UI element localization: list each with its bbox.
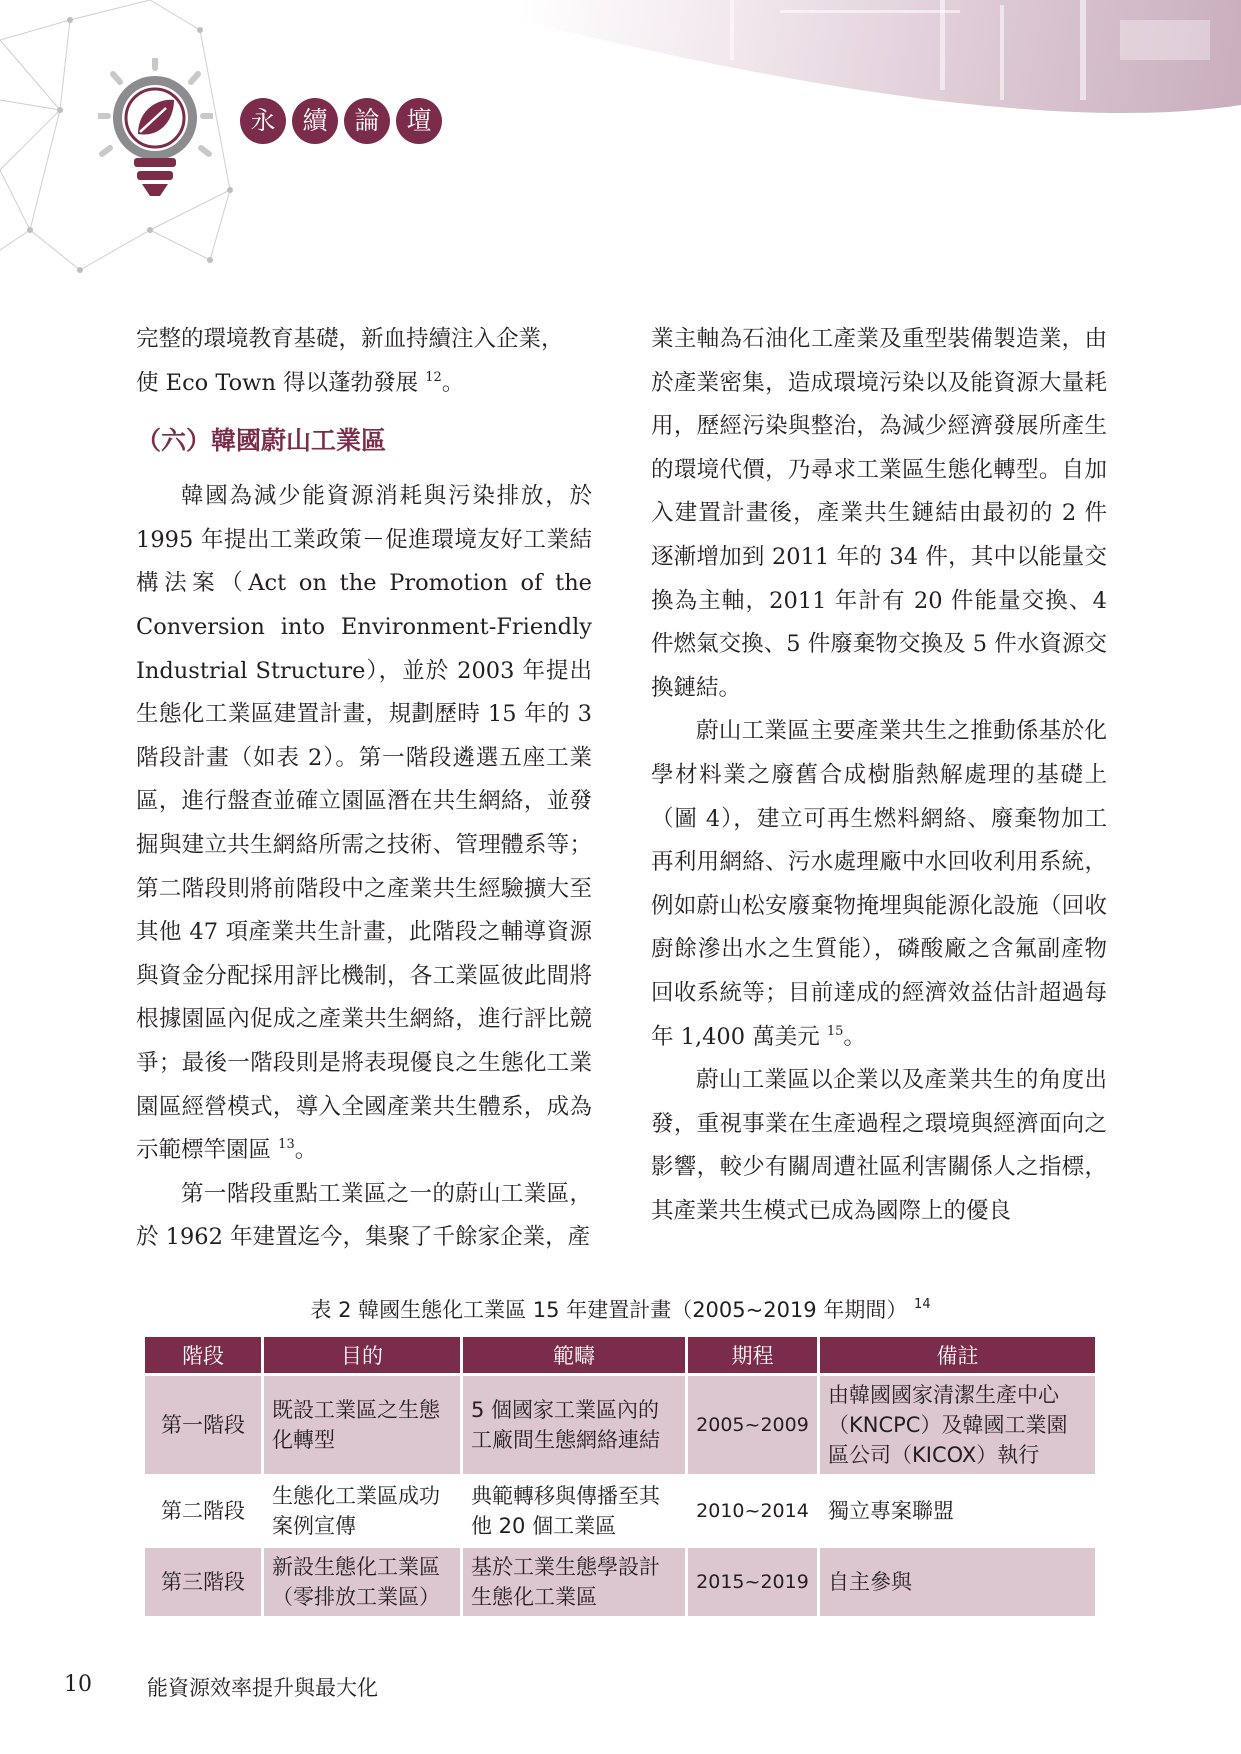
- note-cell: 自主參與: [820, 1548, 1095, 1616]
- column-header: 目的: [264, 1337, 460, 1373]
- right-column: [651, 318, 1107, 1233]
- stage-cell: 第二階段: [145, 1477, 261, 1545]
- stage-cell: 第三階段: [145, 1548, 261, 1616]
- punctuation: 。: [441, 369, 465, 396]
- punctuation: 。: [294, 1137, 318, 1164]
- section-badge: 論: [344, 98, 390, 144]
- column-header: 備註: [820, 1337, 1095, 1373]
- footnote-ref[interactable]: 15: [826, 1023, 844, 1039]
- paragraph: 第一階段重點工業區之一的蔚山工業區，於 1962 年建置迄今，集聚了千餘家企業，產: [136, 1180, 592, 1251]
- footnote-ref[interactable]: 12: [425, 369, 442, 385]
- paragraph: [651, 710, 1107, 1059]
- section-badge: 續: [292, 98, 338, 144]
- paragraph: 蔚山工業區以企業以及產業共生的角度出發，重視事業在生產過程之環境與經濟面向之影響，較少有關周遭社區利害關係人之指標，其產業共生模式已成為國際上的優良: [651, 1067, 1107, 1224]
- section-heading: （六）韓國蔚山工業區: [136, 426, 387, 456]
- period-cell: 2010~2014: [688, 1477, 817, 1545]
- paragraph-text: 蔚山工業區主要產業共生之推動係基於化學材料業之廢舊合成樹脂熱解處理的基礎上（圖 4），建立可再生燃料網絡、廢棄物加工再利用網絡、污水處理廠中水回收利用系統，例如蔚山松安廢棄物掩埋與能源化設施（回收廚餘滲出水之生質能），磷酸廠之含氟副產物回收系統等；目前達成的經濟效益估計超過每年 1,400 萬美元: [651, 718, 1107, 1050]
- paragraph: 業主軸為石油化工產業及重型裝備製造業，由於產業密集，造成環境污染以及能資源大量耗用，歷經污染與整治，為減少經濟發展所產生的環境代價，乃尋求工業區生態化轉型。自加入建置計畫後，產業共生鏈結由最初的 2 件逐漸增加到 2011 年的 34 件，其中以能量交換為主軸，2011 年計有 20 件能量交換、4 件燃氣交換、5 件廢棄物交換及 5 件水資源交換鏈結。: [651, 326, 1107, 701]
- paragraph-text: 韓國為減少能資源消耗與污染排放，於 1995 年提出工業政策－促進環境友好工業結構法案（Act on the Promotion of the Conversion into Environment-Friendly Industrial Structure），並於 2003 年提出生態化工業區建置計畫，規劃歷時 15 年的 3 階段計畫（如表 2）。第一階段遴選五座工業區，進行盤查並確立園區潛在共生網絡，並發掘與建立共生網絡所需之技術、管理體系等；第二階段則將前階段中之產業共生經驗擴大至其他 47 項產業共生計畫，此階段之輔導資源與資金分配採用評比機制，各工業區彼此間將根據園區內促成之產業共生網絡，進行評比競爭；最後一階段則是將表現優良之生態化工業園區經營模式，導入全國產業共生體系，成為示範標竿園區: [136, 483, 592, 1164]
- footer-title: 能資源效率提升與最大化: [147, 1676, 378, 1700]
- lightbulb-leaf-icon: [98, 58, 213, 208]
- section-badge: 永: [240, 98, 286, 144]
- left-column: [136, 318, 592, 1260]
- column-header: 範疇: [463, 1337, 685, 1373]
- text-line: 完整的環境教育基礎，新血持續注入企業，: [136, 326, 564, 352]
- plan-table: [142, 1334, 1098, 1619]
- section-title-badges: [240, 98, 442, 144]
- period-cell: 2015~2019: [688, 1548, 817, 1616]
- period-cell: 2005~2009: [688, 1376, 817, 1474]
- punctuation: 。: [843, 1023, 866, 1050]
- header-banner-photo: [520, 0, 1241, 120]
- text-line: 使 Eco Town 得以蓬勃發展: [136, 369, 419, 396]
- table-row: [145, 1477, 1095, 1545]
- goal-cell: 新設生態化工業區（零排放工業區）: [264, 1548, 460, 1616]
- table-header-row: [145, 1337, 1095, 1373]
- footnote-ref[interactable]: 14: [914, 1297, 931, 1312]
- scope-cell: 典範轉移與傳播至其他 20 個工業區: [463, 1477, 685, 1545]
- stage-cell: 第一階段: [145, 1376, 261, 1474]
- caption-text: 表 2 韓國生態化工業區 15 年建置計畫（2005~2019 年期間）: [310, 1298, 908, 1322]
- scope-cell: 5 個國家工業區內的工廠間生態網絡連結: [463, 1376, 685, 1474]
- goal-cell: 生態化工業區成功案例宣傳: [264, 1477, 460, 1545]
- scope-cell: 基於工業生態學設計生態化工業區: [463, 1548, 685, 1616]
- note-cell: 由韓國國家清潔生產中心（KNCPC）及韓國工業園區公司（KICOX）執行: [820, 1376, 1095, 1474]
- table-row: [145, 1548, 1095, 1616]
- footnote-ref[interactable]: 13: [278, 1137, 295, 1153]
- table-row: [145, 1376, 1095, 1474]
- table-caption: [0, 1294, 1241, 1324]
- column-header: 期程: [688, 1337, 817, 1373]
- column-header: 階段: [145, 1337, 261, 1373]
- note-cell: 獨立專案聯盟: [820, 1477, 1095, 1545]
- page-number: 10: [64, 1672, 92, 1697]
- paragraph: [136, 318, 592, 405]
- section-badge: 壇: [396, 98, 442, 144]
- paragraph: [136, 475, 592, 1173]
- goal-cell: 既設工業區之生態化轉型: [264, 1376, 460, 1474]
